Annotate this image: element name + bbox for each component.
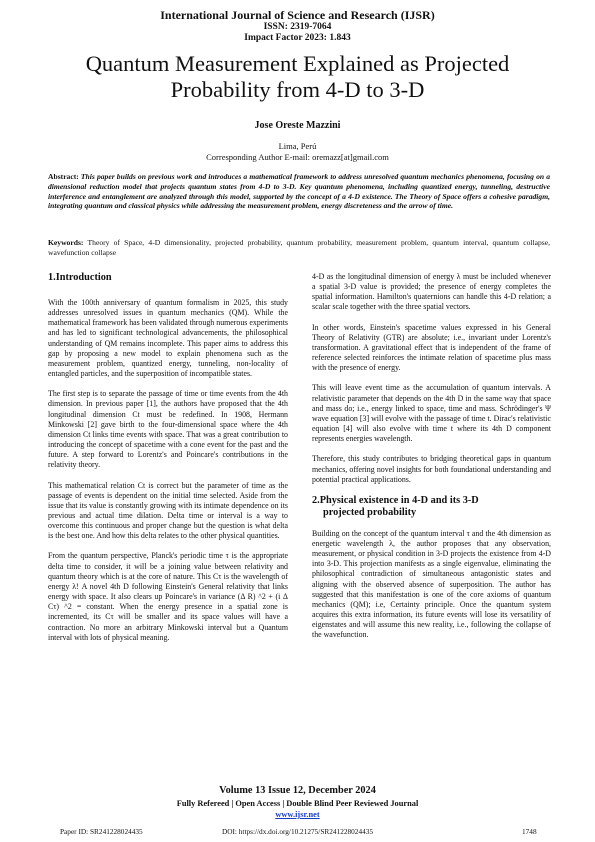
impact-factor: Impact Factor 2023: 1.843 [244, 33, 351, 43]
volume-issue: Volume 13 Issue 12, December 2024 [219, 785, 376, 796]
abstract [48, 172, 550, 211]
section-heading-line: 2.Physical existence in 4-D and its 3-D [312, 494, 479, 506]
paragraph: In other words, Einstein's spacetime values expressed in his General Theory of Relativity (GTR) are absolute; i.e., invariant under Lorentz's transformation. A gravitational effect that is independent of the frame of reference selected reinforces the intimate relation of spacetime plus mass with the presence of energy. [312, 322, 551, 373]
paragraph: This will leave event time as the accumulation of quantum intervals. A relativistic parameter that depends on the 4th D in the same way that space and mass do; i.e., energy linked to space, time and mass. Schrödinger's Ψ wave equation [3] will evolve with the passage of time t. Dirac's relativistic equation [4] will also evolve with time t where its 4th D component represents energies wavelength. [312, 383, 551, 444]
author-name: Jose Oreste Mazzini [254, 120, 341, 131]
website [0, 810, 595, 819]
journal-name: International Journal of Science and Research (IJSR) [160, 8, 435, 22]
paragraph: With the 100th anniversary of quantum formalism in 2025, this study addresses unresolved issues in quantum mechanics (QM). While the mathematical framework has been validated through numerous experiments and has led to significant technological advancements, the philosophical understanding of QM remains incomplete. This paper aims to address this gap by proposing a new model to explain phenomena such as the measurement problem, quantized energy, tunneling, non-locality of entangled particles, and the superposition of incompatible states. [48, 298, 288, 379]
abstract-text: This paper builds on previous work and introduces a mathematical framework to address unresolved quantum mechanics phenomena, focusing on a dimensional reduction model that projects quantum states from 4-D to 3-D. Key quantum phenomena, including quantized energy, tunneling, destructive interference and entanglement are analyzed through this model, supported by the concept of a 4-D existence. The Theory of Space offers a cohesive paradigm, integrating quantum and classical physics while addressing the measurement problem, energy discreteness and the arrow of time. [48, 172, 550, 211]
affiliation-location: Lima, Perú [278, 141, 317, 151]
issn: ISSN: 2319-7064 [263, 22, 332, 32]
paragraph: From the quantum perspective, Planck's periodic time τ is the appropriate delta time to consider, it will be a joining value between relativity and quantum theory which is at the core of nature. This Cτ is the wavelength of energy λ! A novel 4th D following Einstein's General relativity that links energy with space. It also clears up Poincare's in variance (Δ R) ^2 + (i Δ Cτ) ^2 = constant. When the energy presence in a spatial zone is incremented, its Cτ will be smaller and its space values will have a contraction. No more an arbitrary Minkowski interval but a Quantum interval with lots of physical meaning. [48, 551, 288, 642]
paper-title: Quantum Measurement Explained as Projected Probability from 4-D to 3-D [85, 51, 510, 102]
paragraph: This mathematical relation Ct is correct but the parameter of time as the passage of events is dependent on the initial time selected. Aside from the issue that its value is constantly growing with its intimate dependence on its previous and actual time dilation. Delta time or interval is a way to overcome this continuous and proper change but the question is what delta is the best one. And how this delta relates to the other physical quantities. [48, 480, 288, 541]
paragraph: 4-D as the longitudinal dimension of energy λ must be included whenever a spatial 3-D value is provided; the presence of energy completes the spatial information. Hamilton's quaternions can handle this 4-D relation; a scalar scale together with the three spatial vectors. [312, 272, 551, 312]
section-heading-physical-existence [312, 495, 551, 519]
paragraph: Therefore, this study contributes to bridging theoretical gaps in quantum mechanics, offering novel insights for both foundational understanding and potential practical applications. [312, 454, 551, 484]
page-number: 1748 [522, 827, 537, 836]
section-heading-line: projected probability [323, 506, 417, 518]
author-email: Corresponding Author E-mail: oremazz[at]gmail.com [206, 152, 389, 162]
right-column [312, 272, 551, 651]
keywords-label: Keywords: [48, 238, 84, 247]
left-column [48, 270, 288, 653]
website-link[interactable]: www.ijsr.net [275, 810, 320, 819]
keywords-text: Theory of Space, 4-D dimensionality, projected probability, quantum probability, measurement problem, quantum interval, quantum collapse, wavefunction collapse [48, 238, 551, 257]
keywords [48, 238, 550, 258]
doi: DOI: https://dx.doi.org/10.21275/SR241228024435 [221, 827, 374, 836]
affiliation [0, 141, 595, 163]
review-statement: Fully Refereed | Open Access | Double Blind Peer Reviewed Journal [176, 799, 419, 808]
section-heading-introduction: 1.Introduction [48, 272, 112, 283]
paragraph: The first step is to separate the passage of time or time events from the 4th dimension. In previous paper [1], the authors have proposed that the 4th longitudinal dimension Ct must be redefined. In 1908, Hermann Minkowski [2] gave birth to the four-dimensional space where the 4th dimension Ct links time events with space. That was a great contribution to introducing the concept of spacetime with a cone event for the past and the future. A step forward to Lorentz's and Poincare's contributions in the relativity theory. [48, 389, 288, 470]
abstract-label: Abstract: [48, 172, 79, 181]
paper-id: Paper ID: SR241228024435 [60, 827, 143, 836]
paragraph: Building on the concept of the quantum interval τ and the 4th dimension as energetic wavelength λ, the author proposes that any observation, measurement, or physical condition in 3-D projects the existence from 4-D into 3-D. This projection manifests as a single eigenvalue, eliminating the philosophical contradiction of simultaneous antagonistic states and aligning with the observed absence of superposition. The author has suggested that this manifestation is one of the core axioms of quantum mechanics (QM); i.e, Certainty principle. Once the quantum system acquires this extra information, its future events will lose its versatility of eigenstates and will assume this new reality, i.e., following the collapse of the wavefunction. [312, 528, 551, 640]
